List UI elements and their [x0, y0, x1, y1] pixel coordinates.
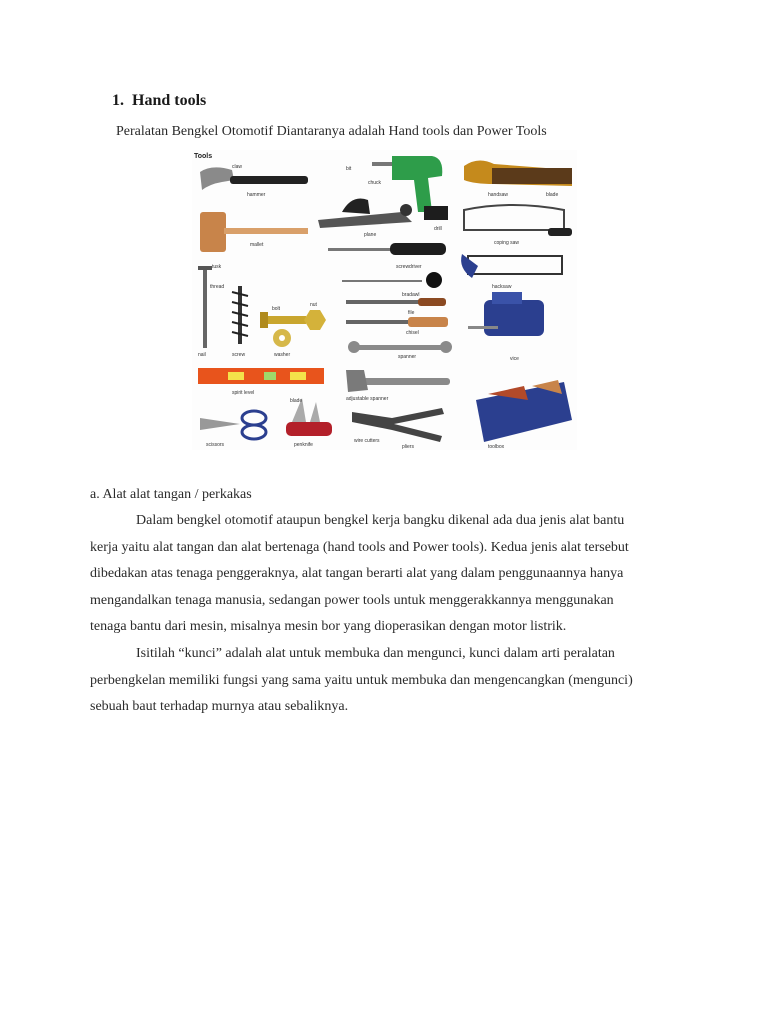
paragraph-1-line: Dalam bengkel otomotif ataupun bengkel kerja bangku dikenal ada dua jenis alat bantu — [136, 513, 625, 528]
plane-icon — [318, 199, 412, 229]
label-adjustable-spanner: adjustable spanner — [346, 396, 389, 402]
screw-icon — [232, 286, 248, 344]
screwdriver-icon — [328, 243, 446, 255]
label-blade: blade — [546, 192, 559, 198]
spirit-level-icon — [198, 368, 324, 384]
label-bradawl: bradawl — [402, 292, 420, 298]
coping-saw-icon — [464, 205, 572, 236]
label-coping-saw: coping saw — [494, 240, 520, 246]
nail-icon — [198, 266, 212, 348]
hammer-icon — [200, 167, 308, 190]
bolt-nut-washer-icon — [260, 310, 326, 347]
toolbox-icon — [476, 380, 572, 442]
label-claw: claw — [232, 164, 243, 170]
paragraph-1-line: mengandalkan tenaga manusia, sedangan power tools untuk menggerakkannya menggunakan — [90, 592, 614, 608]
label-handsaw: handsaw — [488, 192, 509, 198]
paragraph-2-line: sebuah baut terhadap murnya atau sebaliknya. — [90, 699, 349, 714]
scissors-icon — [200, 411, 266, 439]
section-heading — [112, 92, 206, 110]
paragraph-2-line: Isitilah “kunci” adalah alat untuk membuka dan mengunci, kunci dalam arti peralatan — [136, 646, 615, 661]
section-a-title: a. Alat alat tangan / perkakas — [90, 487, 252, 502]
handsaw-icon — [464, 160, 572, 186]
label-file: file — [408, 310, 415, 316]
label-bolt: bolt — [272, 306, 281, 312]
hand-tools-figure — [192, 150, 577, 450]
vice-icon — [468, 292, 544, 336]
label-scissors: scissors — [206, 442, 225, 448]
label-vice: vice — [510, 356, 519, 362]
figure-title: Tools — [194, 153, 213, 160]
label-chuck: chuck — [368, 180, 382, 186]
paragraph-1 — [90, 508, 680, 641]
label-screwdriver: screwdriver — [396, 264, 422, 270]
label-washer: washer — [274, 352, 291, 358]
file-icon — [346, 298, 446, 306]
label-pliers: pliers — [402, 444, 414, 450]
bradawl-icon — [342, 272, 442, 288]
label-mallet: mallet — [250, 242, 264, 248]
pliers-icon — [352, 408, 444, 442]
label-plane: plane — [364, 232, 377, 238]
hacksaw-icon — [461, 254, 562, 278]
heading-number: 1. — [112, 92, 124, 109]
label-thread: thread — [210, 284, 225, 290]
label-hacksaw: hacksaw — [492, 284, 512, 290]
label-bit: bit — [346, 166, 352, 172]
adjustable-spanner-icon — [346, 370, 450, 392]
label-wire-cutters: wire cutters — [354, 438, 380, 444]
paragraph-1-line: dibedakan atas tenaga penggeraknya, alat tangan berarti alat yang dalam penggunaannya hanya — [90, 566, 624, 581]
tools-illustration — [192, 150, 577, 450]
label-spanner: spanner — [398, 354, 417, 360]
label-penknife: penknife — [294, 442, 313, 448]
heading-title: Hand tools — [132, 92, 207, 109]
label-hammer: hammer — [247, 192, 266, 198]
label-penknife-blade: blade — [290, 398, 303, 404]
paragraph-2 — [90, 641, 680, 721]
label-nail: nail — [198, 352, 206, 358]
paragraph-1-line: kerja yaitu alat tangan dan alat bertenaga (hand tools and Power tools). Kedua jenis alat tersebut — [90, 539, 629, 555]
paragraph-1-line: tenaga bantu dari mesin, misalnya mesin bor yang dioperasikan dengan motor listrik. — [90, 619, 567, 634]
label-nut: nut — [310, 302, 317, 308]
label-toolbox: toolbox — [488, 444, 505, 450]
label-screw: screw — [232, 352, 246, 358]
label-spirit-level: spirit level — [232, 390, 255, 396]
spanner-icon — [348, 341, 452, 353]
label-chisel: chisel — [406, 330, 419, 336]
paragraph-2-line: perbengkelan memiliki fungsi yang sama yaitu untuk membuka dan mengencangkan (mengunci) — [90, 672, 633, 688]
label-drill: drill — [434, 226, 442, 232]
label-tusk: tusk — [212, 264, 222, 270]
chisel-icon — [346, 317, 448, 327]
intro-text: Peralatan Bengkel Otomotif Diantaranya adalah Hand tools dan Power Tools — [116, 124, 547, 139]
